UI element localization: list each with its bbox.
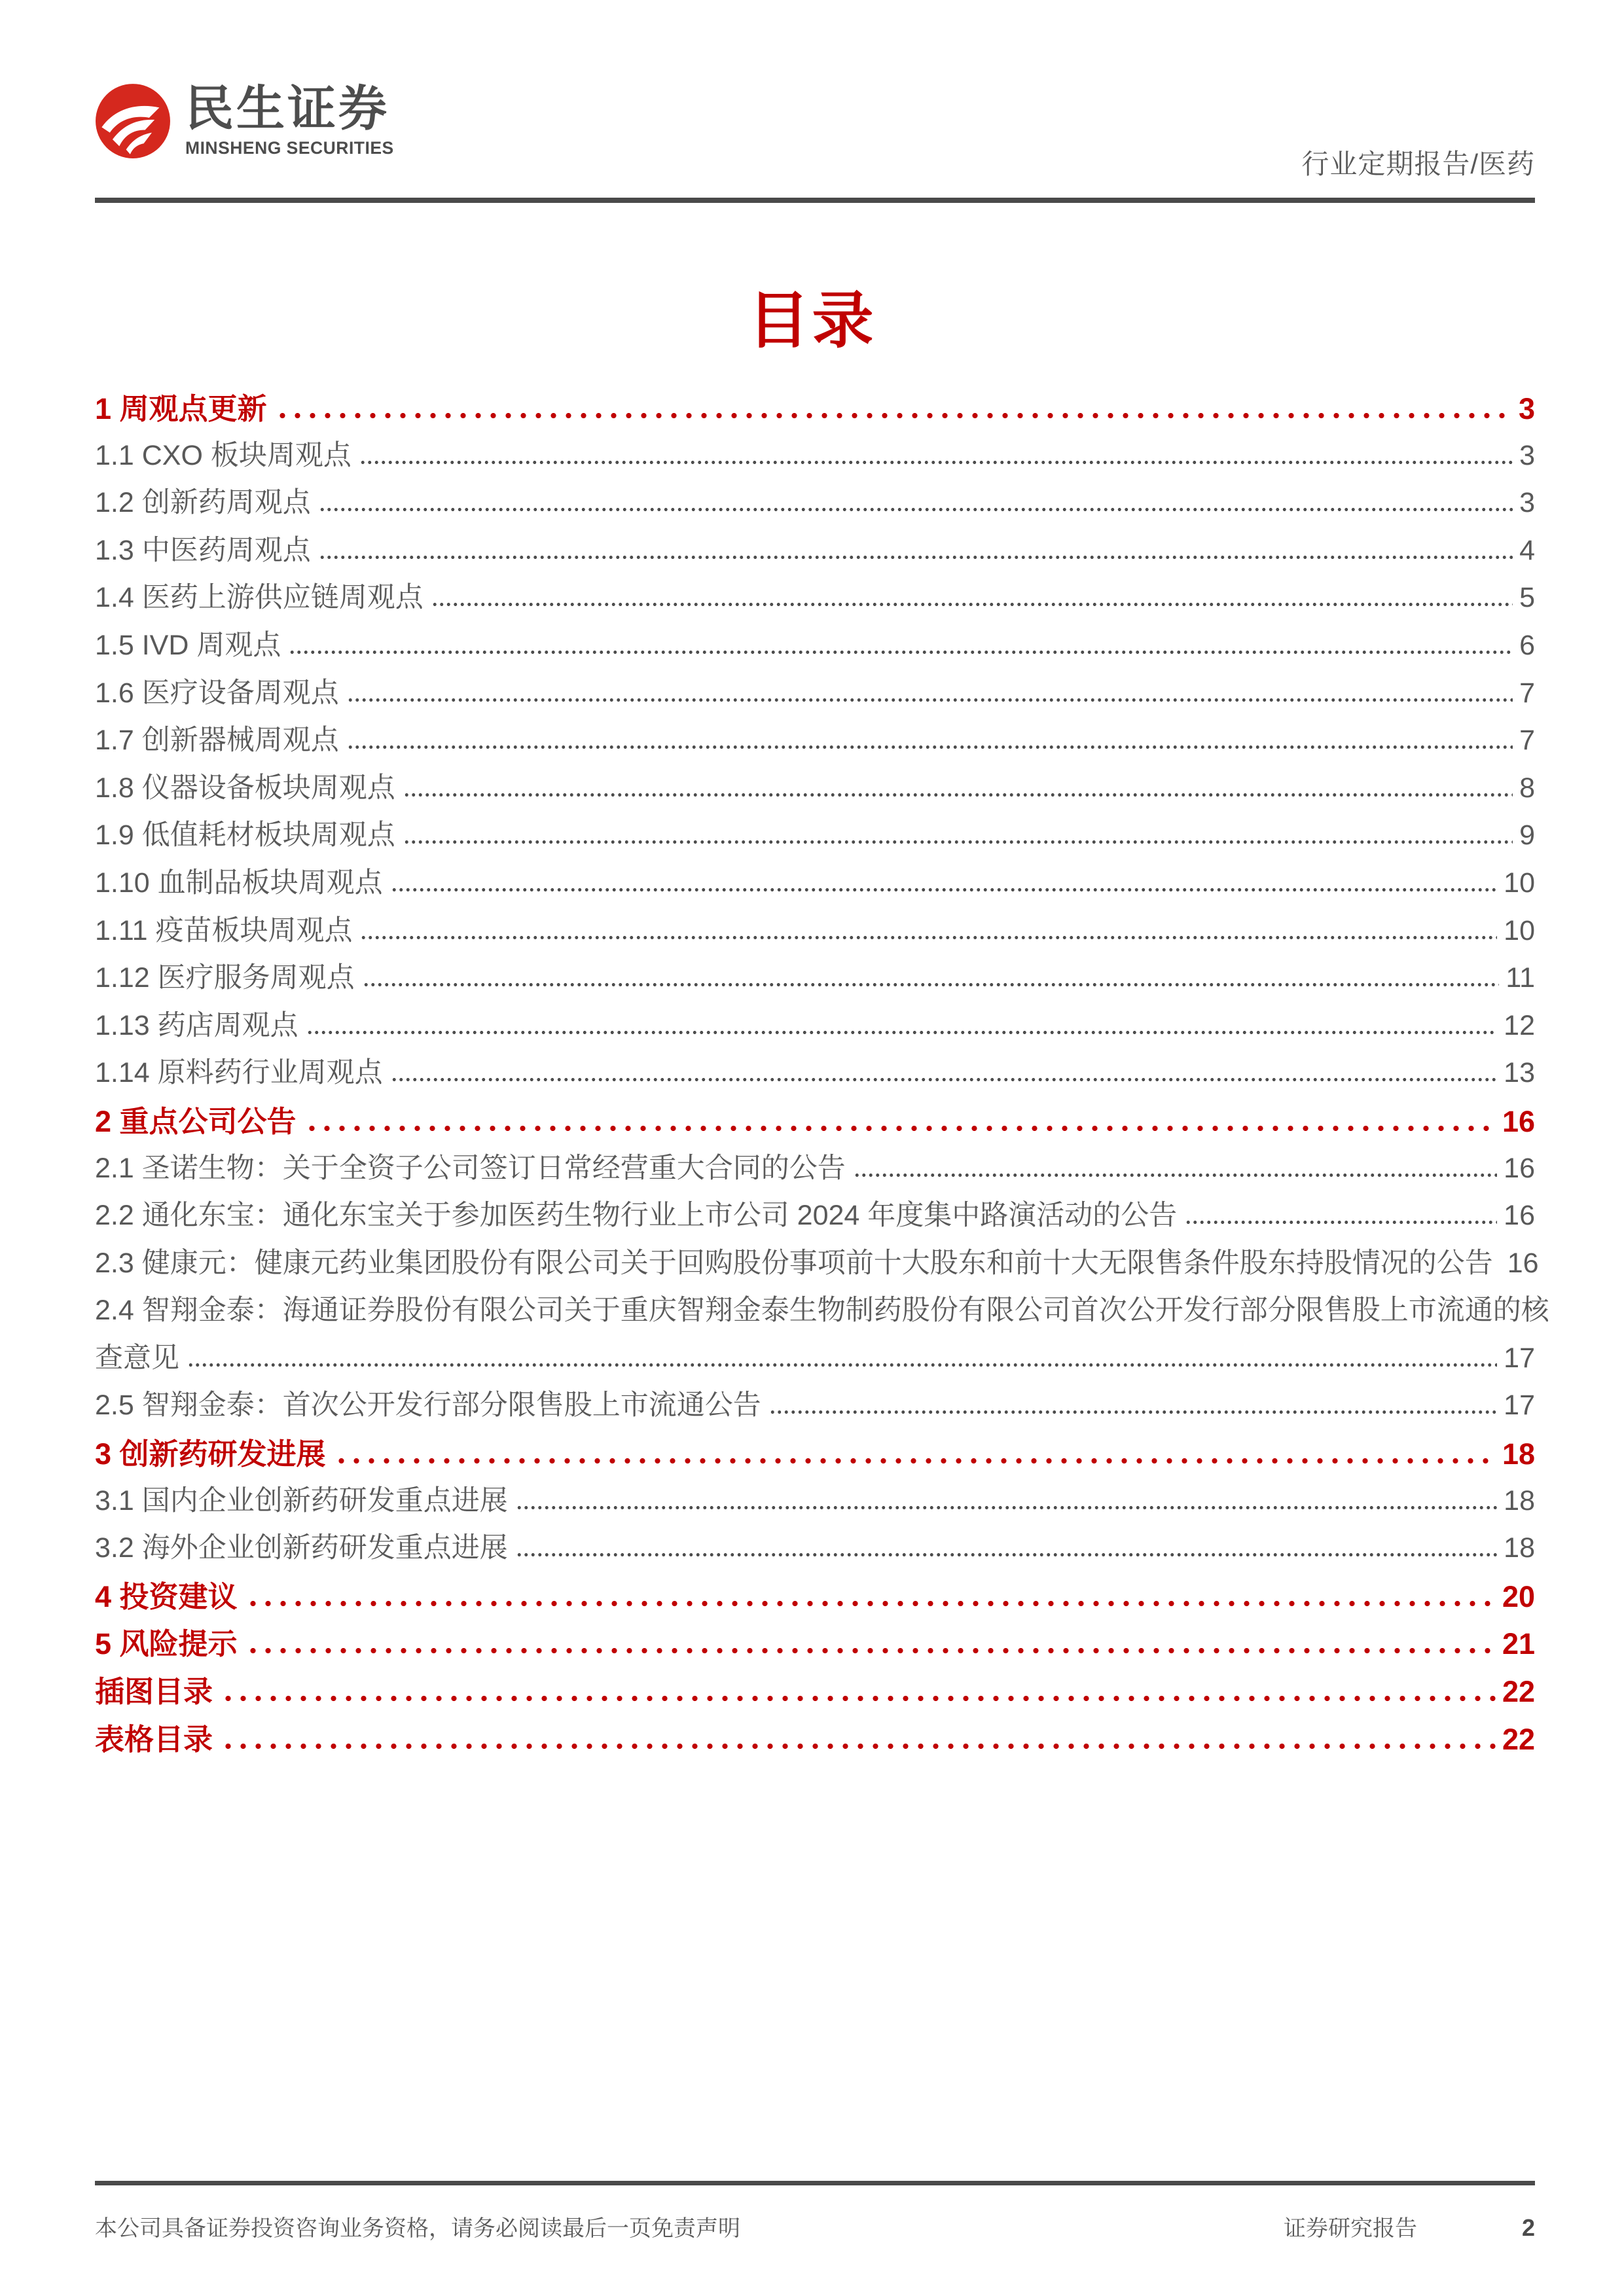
toc-entry-page-number: 10 (1504, 867, 1535, 899)
toc-entry-page-number: 3 (1519, 487, 1535, 519)
toc-entry-page-number: 16 (1507, 1247, 1539, 1279)
toc-entry-label: 表格目录 (95, 1722, 213, 1756)
toc-entry-label: 1.9 低值耗材板块周观点 (95, 819, 395, 852)
toc-entry[interactable] (95, 1532, 1535, 1580)
toc-entry-page-number: 22 (1502, 1675, 1535, 1709)
toc-dot-leader (347, 698, 1513, 702)
toc-dot-leader (187, 1363, 1497, 1367)
toc-entry-page-number: 7 (1519, 677, 1535, 709)
toc-entry-page-number: 6 (1519, 629, 1535, 661)
toc-entry[interactable] (95, 819, 1535, 867)
toc-dot-leader (403, 793, 1513, 797)
toc-entry-label: 1.4 医药上游供应链周观点 (95, 582, 424, 614)
toc-entry-page-number: 20 (1502, 1579, 1535, 1613)
toc-dot-leader (221, 1695, 1496, 1702)
toc-dot-leader (431, 602, 1513, 607)
toc-entry[interactable] (95, 535, 1535, 583)
toc-dot-leader (769, 1410, 1497, 1414)
toc-entry-page-number: 12 (1504, 1009, 1535, 1041)
toc-dot-leader (391, 888, 1498, 892)
toc-entry-label: 3.1 国内企业创新药研发重点进展 (95, 1484, 508, 1516)
toc-entry-label: 查意见 (95, 1342, 179, 1374)
page-header (95, 82, 1535, 182)
toc-entry-page-number: 3 (1518, 392, 1535, 425)
toc-dot-leader (319, 507, 1513, 512)
table-of-contents (95, 392, 1549, 1770)
toc-entry[interactable] (95, 582, 1535, 630)
toc-entry[interactable] (95, 1437, 1535, 1485)
toc-entry[interactable] (95, 1010, 1535, 1058)
minsheng-logo-icon (95, 82, 171, 158)
toc-entry[interactable] (95, 725, 1535, 772)
toc-entry-page-number: 8 (1519, 772, 1535, 804)
toc-entry-page-number: 9 (1519, 819, 1535, 852)
toc-entry-page-number: 16 (1504, 1200, 1535, 1232)
toc-dot-leader (360, 935, 1497, 940)
toc-entry[interactable] (95, 392, 1535, 440)
toc-entry-page-number: 22 (1502, 1722, 1535, 1756)
logo-name-en: MINSHENG SECURITIES (185, 137, 394, 158)
toc-entry-page-number: 17 (1504, 1342, 1535, 1374)
toc-dot-leader (359, 460, 1513, 465)
toc-entry[interactable] (95, 1105, 1535, 1153)
toc-entry-page-number: 18 (1502, 1437, 1535, 1471)
toc-dot-leader (1185, 1220, 1497, 1225)
toc-entry-label: 插图目录 (95, 1675, 213, 1709)
toc-entry-label: 5 风险提示 (95, 1627, 238, 1661)
toc-entry[interactable] (95, 1153, 1535, 1200)
toc-entry[interactable] (95, 1200, 1535, 1247)
toc-entry[interactable] (95, 1342, 1535, 1390)
toc-entry-page-number: 13 (1504, 1057, 1535, 1089)
toc-entry[interactable] (95, 487, 1535, 535)
toc-dot-leader (334, 1458, 1496, 1464)
toc-entry-page-number: 16 (1502, 1104, 1535, 1138)
toc-dot-leader (304, 1125, 1496, 1132)
header-divider (95, 198, 1535, 203)
toc-entry[interactable] (95, 1057, 1535, 1105)
toc-entry-label: 2 重点公司公告 (95, 1104, 297, 1138)
toc-entry-label: 2.2 通化东宝：通化东宝关于参加医药生物行业上市公司 2024 年度集中路演活动的公告 (95, 1200, 1178, 1232)
toc-entry-page-number: 18 (1504, 1532, 1535, 1564)
toc-page-title: 目录 (748, 286, 876, 355)
toc-dot-leader (245, 1647, 1496, 1654)
toc-dot-leader (306, 1030, 1498, 1035)
toc-entry[interactable] (95, 440, 1535, 488)
toc-entry-label: 1.5 IVD 周观点 (95, 629, 281, 661)
toc-dot-leader (363, 982, 1500, 987)
toc-entry-page-number: 18 (1504, 1484, 1535, 1516)
footer-report-type: 证券研究报告 (1283, 2216, 1417, 2241)
toc-entry[interactable] (95, 630, 1535, 677)
footer-divider (95, 2181, 1535, 2185)
toc-entry[interactable] (95, 1675, 1535, 1723)
minsheng-logo (95, 82, 394, 158)
toc-entry[interactable] (95, 677, 1535, 725)
toc-entry-page-number: 10 (1504, 914, 1535, 946)
toc-entry-page-number: 7 (1519, 725, 1535, 757)
toc-entry[interactable] (95, 772, 1535, 820)
toc-entry-label: 1.13 药店周观点 (95, 1009, 298, 1041)
toc-entry[interactable] (95, 1295, 1549, 1342)
toc-entry[interactable] (95, 1485, 1535, 1533)
toc-entry[interactable] (95, 1247, 1539, 1295)
toc-entry-label: 2.4 智翔金泰：海通证券股份有限公司关于重庆智翔金泰生物制药股份有限公司首次公开发行部分限售股上市流通的核 (95, 1295, 1549, 1327)
toc-entry[interactable] (95, 1723, 1535, 1770)
toc-entry-label: 1.6 医疗设备周观点 (95, 677, 339, 709)
toc-entry-page-number: 21 (1502, 1627, 1535, 1661)
toc-entry[interactable] (95, 1580, 1535, 1628)
toc-entry-label: 1.3 中医药周观点 (95, 534, 311, 566)
toc-dot-leader (391, 1077, 1498, 1082)
page-footer (95, 2181, 1535, 2242)
toc-dot-leader (275, 412, 1512, 419)
toc-entry-page-number: 3 (1519, 439, 1535, 471)
toc-entry[interactable] (95, 962, 1535, 1010)
toc-dot-leader (516, 1552, 1497, 1557)
toc-entry-label: 1.1 CXO 板块周观点 (95, 439, 352, 471)
toc-entry-label: 1.14 原料药行业周观点 (95, 1057, 383, 1089)
toc-entry-label: 3 创新药研发进展 (95, 1437, 326, 1471)
toc-dot-leader (854, 1173, 1497, 1177)
toc-entry-label: 1.12 医疗服务周观点 (95, 962, 355, 994)
toc-dot-leader (319, 555, 1513, 560)
toc-entry[interactable] (95, 1627, 1535, 1675)
toc-entry-label: 2.5 智翔金泰：首次公开发行部分限售股上市流通公告 (95, 1390, 761, 1422)
toc-entry-label: 1 周观点更新 (95, 392, 267, 425)
toc-dot-leader (516, 1505, 1497, 1510)
toc-entry-label: 1.2 创新药周观点 (95, 487, 311, 519)
toc-dot-leader (221, 1743, 1496, 1749)
toc-entry-label: 2.3 健康元：健康元药业集团股份有限公司关于回购股份事项前十大股东和前十大无限售条件股东持股情况的公告 (95, 1247, 1493, 1279)
toc-entry-label: 3.2 海外企业创新药研发重点进展 (95, 1532, 508, 1564)
toc-entry-label: 1.10 血制品板块周观点 (95, 867, 383, 899)
toc-entry-label: 1.8 仪器设备板块周观点 (95, 772, 395, 804)
toc-entry-page-number: 11 (1506, 962, 1535, 994)
toc-entry-page-number: 5 (1519, 582, 1535, 614)
toc-entry-page-number: 4 (1519, 534, 1535, 566)
toc-entry-label: 2.1 圣诺生物：关于全资子公司签订日常经营重大合同的公告 (95, 1152, 846, 1184)
toc-entry-label: 1.11 疫苗板块周观点 (95, 914, 353, 946)
footer-disclaimer: 本公司具备证券投资咨询业务资格，请务必阅读最后一页免责声明 (95, 2216, 740, 2241)
toc-entry[interactable] (95, 867, 1535, 915)
footer-page-number: 2 (1521, 2214, 1535, 2241)
toc-entry-page-number: 16 (1504, 1152, 1535, 1184)
toc-dot-leader (289, 650, 1513, 655)
report-type-label: 行业定期报告/医药 (1301, 149, 1535, 179)
toc-entry[interactable] (95, 915, 1535, 963)
toc-entry[interactable] (95, 1390, 1535, 1437)
logo-text (185, 81, 394, 158)
toc-entry-page-number: 17 (1504, 1390, 1535, 1422)
toc-dot-leader (403, 840, 1513, 844)
toc-entry-label: 1.7 创新器械周观点 (95, 725, 339, 757)
logo-name-cn: 民生证券 (185, 81, 389, 135)
toc-dot-leader (347, 745, 1513, 749)
toc-entry-label: 4 投资建议 (95, 1579, 238, 1613)
toc-dot-leader (245, 1600, 1496, 1607)
